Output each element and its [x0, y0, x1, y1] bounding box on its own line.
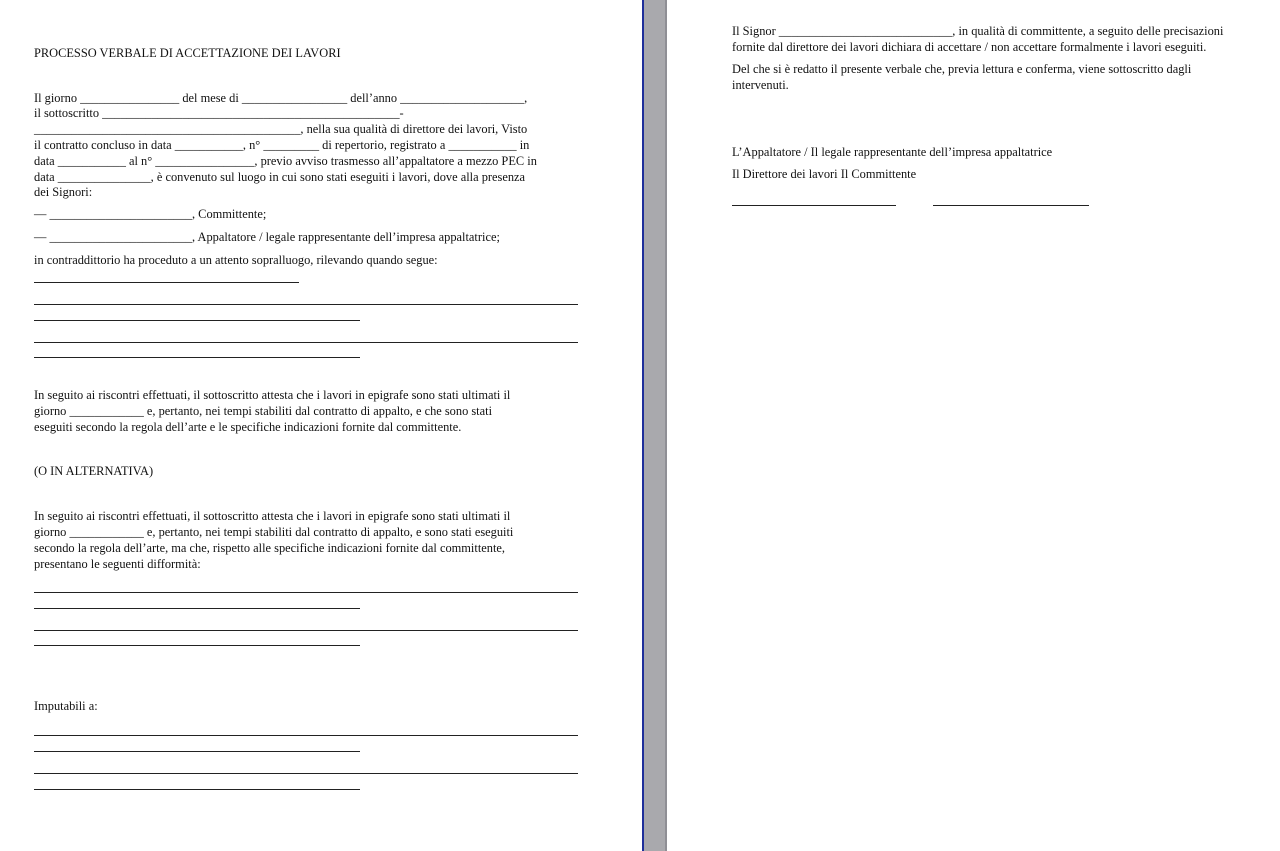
paragraph-2-line-2: giorno ____________ e, pertanto, nei tempi stabiliti dal contratto di appalto, e sono stati eseguiti	[34, 525, 514, 539]
intro-line-6: data _______________, è convenuto sul luogo in cui sono stati eseguiti i lavori, dove alla presenza	[34, 170, 526, 184]
del-che-line-1: Del che si è redatto il presente verbale che, previa lettura e conferma, viene sottoscritto dagli	[732, 62, 1192, 76]
paragraph-2-line-4: presentano le seguenti difformità:	[34, 557, 201, 571]
del-che-line-2: intervenuti.	[732, 78, 789, 92]
intro-line-4: il contratto concluso in data ___________, n° _________ di repertorio, registrato a ___________ in	[34, 138, 530, 152]
intro-line-3: ___________________________________________, nella sua qualità di direttore dei lavori, Visto	[34, 122, 528, 136]
blank-line	[34, 320, 360, 321]
document-title: PROCESSO VERBALE DI ACCETTAZIONE DEI LAVORI	[34, 46, 341, 60]
paragraph-2-line-1: In seguito ai riscontri effettuati, il sottoscritto attesta che i lavori in epigrafe sono stati ultimati il	[34, 509, 511, 523]
blank-line	[34, 773, 578, 774]
appaltatore-signature-label: L’Appaltatore / Il legale rappresentante dell’impresa appaltatrice	[732, 145, 1053, 159]
blank-line	[34, 630, 578, 631]
alternativa-heading: (O IN ALTERNATIVA)	[34, 464, 154, 478]
blank-line	[34, 735, 578, 736]
signature-line-committente	[933, 205, 1089, 206]
blank-line	[34, 789, 360, 790]
page-gutter	[642, 0, 667, 851]
blank-line	[34, 304, 578, 305]
blank-line	[34, 608, 360, 609]
signature-line-direttore	[732, 205, 896, 206]
blank-line	[34, 751, 360, 752]
intro-line-2: il sottoscritto ________________________________________________-	[34, 106, 404, 120]
committente-line: — _______________________, Committente;	[34, 207, 267, 221]
signor-line-2: fornite dal direttore dei lavori dichiara di accettare / non accettare formalmente i lavori eseguiti.	[732, 40, 1207, 54]
paragraph-1-line-1: In seguito ai riscontri effettuati, il sottoscritto attesta che i lavori in epigrafe sono stati ultimati il	[34, 388, 511, 402]
blank-line	[34, 592, 578, 593]
blank-line	[34, 645, 360, 646]
blank-line	[34, 282, 299, 283]
paragraph-1-line-2: giorno ____________ e, pertanto, nei tempi stabiliti dal contratto di appalto, e che sono stati	[34, 404, 493, 418]
imputabili-label: Imputabili a:	[34, 699, 98, 713]
appaltatore-line: — _______________________, Appaltatore / legale rappresentante dell’impresa appaltatrice;	[34, 230, 500, 244]
intro-line-5: data ___________ al n° ________________, previo avviso trasmesso all’appaltatore a mezzo PEC in	[34, 154, 537, 168]
direttore-committente-label: Il Direttore dei lavori Il Committente	[732, 167, 917, 181]
blank-line	[34, 357, 360, 358]
signor-line-1: Il Signor ____________________________, in qualità di committente, a seguito delle precisazioni	[732, 24, 1224, 38]
document-page-right	[667, 0, 1280, 851]
paragraph-2-line-3: secondo la regola dell’arte, ma che, rispetto alle specifiche indicazioni fornite dal committente,	[34, 541, 505, 555]
intro-line-7: dei Signori:	[34, 185, 93, 199]
blank-line	[34, 342, 578, 343]
paragraph-1-line-3: eseguiti secondo la regola dell’arte e le specifiche indicazioni fornite dal committente.	[34, 420, 462, 434]
contraddittorio-text: in contraddittorio ha proceduto a un attento sopralluogo, rilevando quando segue:	[34, 253, 438, 267]
intro-line-1: Il giorno ________________ del mese di _________________ dell’anno ____________________,	[34, 91, 528, 105]
page-gutter-edge	[642, 0, 644, 851]
